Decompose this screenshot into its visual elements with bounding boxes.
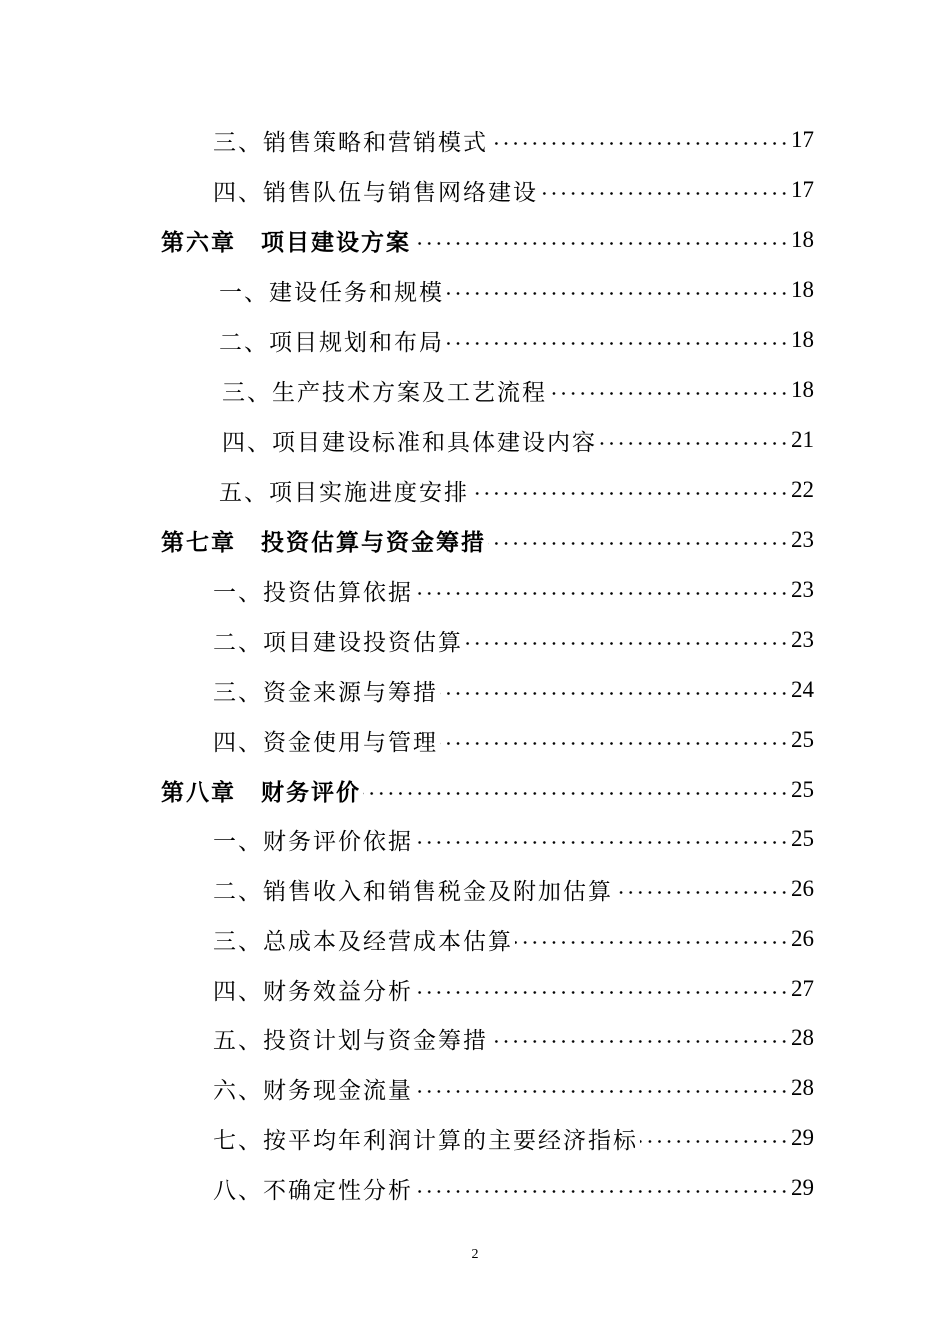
toc-entry-title: 三、生产技术方案及工艺流程 xyxy=(222,379,547,406)
toc-entry[interactable] xyxy=(213,125,814,155)
page-number: 2 xyxy=(471,1247,479,1262)
toc-entry[interactable] xyxy=(213,725,814,755)
toc-entry-page: 17 xyxy=(791,127,814,152)
toc-leader-dots xyxy=(540,175,789,205)
toc-entry-title: 三、资金来源与筹措 xyxy=(213,679,438,706)
toc-entry[interactable] xyxy=(213,1073,814,1103)
toc-entry-title: 六、财务现金流量 xyxy=(213,1077,413,1104)
toc-entry[interactable] xyxy=(213,1023,814,1053)
toc-leader-dots xyxy=(490,125,789,155)
toc-chapter-entry[interactable] xyxy=(161,775,814,805)
toc-entry-title: 五、项目实施进度安排 xyxy=(219,479,469,506)
toc-leader-dots xyxy=(415,575,789,605)
toc-leader-dots xyxy=(446,275,789,305)
toc-leader-dots xyxy=(440,675,789,705)
toc-entry[interactable] xyxy=(213,924,814,954)
toc-leader-dots xyxy=(413,225,789,255)
toc-leader-dots xyxy=(415,824,789,854)
toc-entry-title: 四、资金使用与管理 xyxy=(213,729,438,756)
toc-entry-title: 一、财务评价依据 xyxy=(213,828,413,855)
toc-chapter-entry[interactable] xyxy=(161,225,814,255)
toc-leader-dots xyxy=(615,874,789,904)
toc-entry-title: 第六章 项目建设方案 xyxy=(161,228,411,256)
toc-entry-page: 29 xyxy=(791,1125,814,1150)
toc-entry[interactable] xyxy=(213,824,814,854)
toc-leader-dots xyxy=(415,974,789,1004)
toc-entry-title: 一、投资估算依据 xyxy=(213,579,413,606)
toc-leader-dots xyxy=(599,425,789,455)
toc-leader-dots xyxy=(415,1173,789,1203)
toc-entry[interactable] xyxy=(213,874,814,904)
toc-leader-dots xyxy=(465,625,789,655)
toc-entry-page: 25 xyxy=(791,727,814,752)
toc-entry[interactable] xyxy=(213,1173,814,1203)
toc-entry-page: 17 xyxy=(791,177,814,202)
toc-entry-title: 三、总成本及经营成本估算 xyxy=(213,928,513,955)
toc-entry-page: 25 xyxy=(791,826,814,851)
toc-leader-dots xyxy=(549,375,789,405)
toc-entry-title: 二、销售收入和销售税金及附加估算 xyxy=(213,878,613,905)
toc-leader-dots xyxy=(515,924,789,954)
toc-entry-title: 五、投资计划与资金筹措 xyxy=(213,1027,488,1054)
toc-leader-dots xyxy=(490,1023,789,1053)
toc-leader-dots xyxy=(471,475,789,505)
toc-leader-dots xyxy=(640,1123,789,1153)
toc-entry-title: 七、按平均年利润计算的主要经济指标 xyxy=(213,1127,638,1154)
toc-entry-page: 25 xyxy=(791,777,814,802)
toc-entry[interactable] xyxy=(213,974,814,1004)
toc-entry-title: 一、建设任务和规模 xyxy=(219,279,444,306)
toc-entry-page: 28 xyxy=(791,1025,814,1050)
toc-entry[interactable] xyxy=(222,375,814,405)
toc-entry-page: 18 xyxy=(791,327,814,352)
toc-entry[interactable] xyxy=(219,475,814,505)
toc-entry-page: 21 xyxy=(791,427,814,452)
toc-entry-title: 第八章 财务评价 xyxy=(161,778,361,806)
toc-leader-dots xyxy=(415,1073,789,1103)
toc-chapter-entry[interactable] xyxy=(161,525,814,555)
toc-entry[interactable] xyxy=(219,325,814,355)
toc-entry[interactable] xyxy=(213,625,814,655)
toc-entry[interactable] xyxy=(213,175,814,205)
toc-entry-title: 四、销售队伍与销售网络建设 xyxy=(213,179,538,206)
toc-entry[interactable] xyxy=(213,1123,814,1153)
toc-entry-title: 三、销售策略和营销模式 xyxy=(213,129,488,156)
toc-entry-page: 23 xyxy=(791,627,814,652)
toc-entry-page: 23 xyxy=(791,527,814,552)
toc-entry[interactable] xyxy=(222,425,814,455)
toc-entry-page: 28 xyxy=(791,1075,814,1100)
toc-entry-title: 四、项目建设标准和具体建设内容 xyxy=(222,429,597,456)
toc-entry-page: 18 xyxy=(791,277,814,302)
toc-entry-title: 二、项目建设投资估算 xyxy=(213,629,463,656)
toc-leader-dots xyxy=(440,725,789,755)
toc-entry-title: 第七章 投资估算与资金筹措 xyxy=(161,528,486,556)
toc-entry[interactable] xyxy=(213,675,814,705)
toc-entry-title: 八、不确定性分析 xyxy=(213,1177,413,1204)
toc-entry[interactable] xyxy=(219,275,814,305)
toc-entry-page: 26 xyxy=(791,876,814,901)
toc-leader-dots xyxy=(488,525,789,555)
toc-entry-page: 23 xyxy=(791,577,814,602)
toc-entry[interactable] xyxy=(213,575,814,605)
toc-entry-title: 四、财务效益分析 xyxy=(213,978,413,1005)
toc-entry-title: 二、项目规划和布局 xyxy=(219,329,444,356)
toc-entry-page: 24 xyxy=(791,677,814,702)
toc-leader-dots xyxy=(446,325,789,355)
toc-entry-page: 29 xyxy=(791,1175,814,1200)
toc-entry-page: 26 xyxy=(791,926,814,951)
toc-entry-page: 18 xyxy=(791,377,814,402)
toc-entry-page: 18 xyxy=(791,227,814,252)
toc-entry-page: 27 xyxy=(791,976,814,1001)
toc-entry-page: 22 xyxy=(791,477,814,502)
toc-leader-dots xyxy=(363,775,789,805)
